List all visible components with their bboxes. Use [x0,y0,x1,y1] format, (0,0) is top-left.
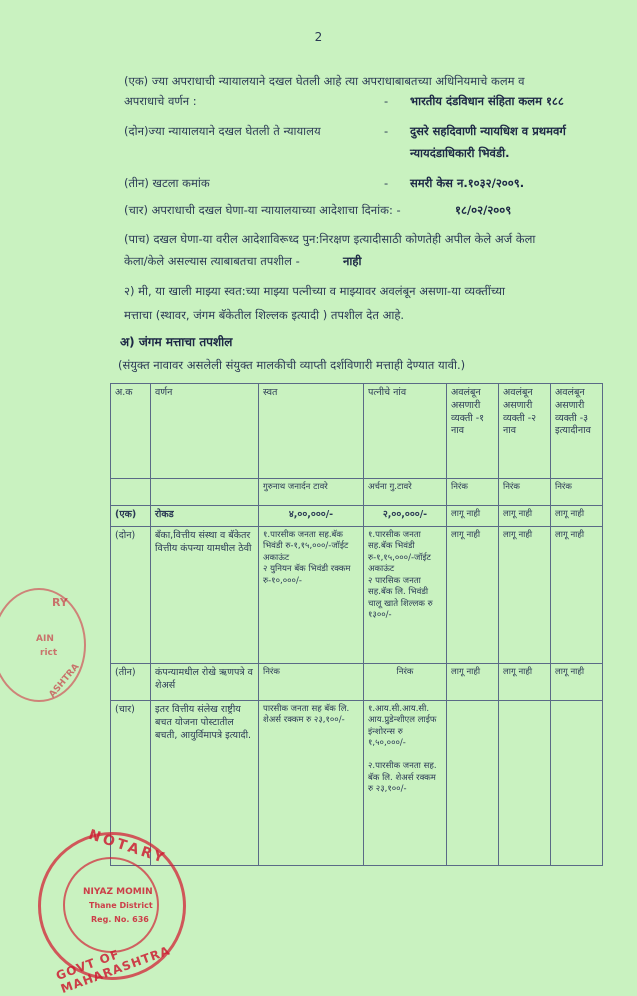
case-line-5b: केला/केले असल्यास त्याबाबतचा तपशील - [124,254,300,268]
table-cell: निरंक [259,664,364,701]
table-cell: निरंक [364,664,447,701]
table-subheader-row [111,479,603,506]
header-cell: स्वत [259,384,364,479]
seal-text: ASHTRA [47,662,82,700]
table-cell: (एक) [111,506,151,527]
table-cell: बॅंका,वित्तीय संस्था व बॅकेतर वित्तीय कंपन्या यामधील ठेवी [151,527,259,664]
case-line-5-value: नाही [343,254,362,268]
case-line-1a: (एक) ज्या अपराधाची न्यायालयाने दखल घेतली आहे त्या अपराधाबाबतच्या अधिनियमाचे कलम व [124,74,525,88]
table-cell: (तीन) [111,664,151,701]
case-line-4-value: १८/०२/२००९ [455,203,512,217]
header-cell: पत्नीचे नांव [364,384,447,479]
header-cell: वर्णन [151,384,259,479]
assets-table [110,383,603,866]
case-line-4: (चार) अपराधाची दखल घेणा-या न्यायालयाच्या आदेशाचा दिनांक: - [124,203,401,217]
case-line-5a: (पाच) दखल घेणा-या वरील आदेशाविरूध्द पुन:निरक्षण इत्यादीसाठी कोणतेही अपील केले अर्ज केला [124,232,536,246]
seal-text: rict [40,648,58,658]
notary-seal-reg: Reg. No. 636 [91,915,149,924]
section-heading: अ) जंगम मत्ताचा तपशील [120,335,233,349]
table-cell: १.पारसीक जनता सह.बॅक भिवंडी रु-१,१५,०००/-जॉईट अकाऊंट २ युनियन बॅक भिवंडी रक्कम रु-१०,०००/- [259,527,364,664]
header-cell: अवलंबून असणारी व्यक्ती -२ नाव [499,384,551,479]
case-line-1-value: भारतीय दंडविधान संहिता कलम १८८ [410,94,564,108]
table-cell: लागू नाही [551,506,603,527]
case-line-3-dash: - [384,176,389,190]
subheader-cell: निरंक [551,479,603,506]
table-row [111,701,603,866]
para-2b: मत्ताचा (स्थावर, जंगम बॅकेतील शिल्लक इत्यादी ) तपशील देत आहे. [124,308,405,322]
table-cell: लागू नाही [551,527,603,664]
subheader-cell: गुरुनाथ जनार्दन टावरे [259,479,364,506]
notary-seal [38,826,186,996]
table-cell: लागू नाही [499,506,551,527]
subheader-cell: अर्चना गु.टावरे [364,479,447,506]
table-cell: कंपन्यामधील रोखे ऋणपत्रे व शेअर्स [151,664,259,701]
table-cell: लागू नाही [551,664,603,701]
table-cell: ४,००,०००/- [259,506,364,527]
case-line-2-value-b: न्यायदंडाधिकारी भिवंडी. [410,146,510,160]
notary-seal-name: NIYAZ MOMIN [83,887,153,897]
table-cell [551,701,603,866]
header-cell: अवलंबून असणारी व्यक्ती -१ नाव [447,384,499,479]
header-cell: अ.क [111,384,151,479]
seal-stamp-partial [0,588,86,702]
table-cell: (दोन) [111,527,151,664]
table-cell: लागू नाही [499,527,551,664]
table-row [111,664,603,701]
table-cell [499,701,551,866]
seal-text: AIN [36,634,54,644]
subheader-cell: निरंक [499,479,551,506]
table-cell: लागू नाही [499,664,551,701]
table-header-row [111,384,603,479]
table-cell: १.आय.सी.आय.सी. आय.प्रुडेन्शीएल लाईफ इंन्शोरन्स रु १,५०,०००/- २.पारसीक जनता सह. बॅक लि. शेअर्स रक्कम रु २३,१००/- [364,701,447,866]
page-number: 2 [314,30,323,44]
subheader-cell [151,479,259,506]
table-row [111,506,603,527]
table-cell: रोकड [151,506,259,527]
table-cell: लागू नाही [447,527,499,664]
table-cell [447,701,499,866]
para-2a: २) मी, या खाली माझ्या स्वत:च्या माझ्या पत्नीच्या व माझ्यावर अवलंबून असणा-या व्यक्तींच्या [124,284,506,298]
case-line-1-dash: - [384,94,389,108]
table-cell: (चार) [111,701,151,866]
case-line-3: (तीन) खटला कमांक [124,176,210,190]
table-cell: २,००,०००/- [364,506,447,527]
case-line-1b: अपराधाचे वर्णन : [124,94,197,108]
notary-seal-district: Thane District [89,901,153,910]
notary-seal-bottom-text: GOVT OF MAHARASHTRA [54,943,173,996]
case-line-2-value-a: दुसरे सहदिवाणी न्यायधिश व प्रथमवर्ग [410,124,566,138]
table-cell: इतर वित्तीय संलेख राष्ट्रीय बचत योजना पोस्टातील बचती, आयुर्विमापत्रे इत्यादी. [151,701,259,866]
table-cell: लागू नाही [447,506,499,527]
table-cell: लागू नाही [447,664,499,701]
table-row [111,527,603,664]
table-cell: पारसीक जनता सह बॅक लि. शेअर्स रक्कम रु २३,१००/- [259,701,364,866]
notary-seal-top-text: NOTARY [86,826,169,868]
header-cell: अवलंबून असणारी व्यक्ती -३ इत्यादीनाव [551,384,603,479]
subheader-cell [111,479,151,506]
subheader-cell: निरंक [447,479,499,506]
case-line-2: (दोन)ज्या न्यायालयाने दखल घेतली ते न्यायालय [124,124,321,138]
case-line-3-value: समरी केस न.१०३२/२००९. [410,176,525,190]
seal-text: RY [52,596,68,609]
section-note: (संयुक्त नावावर असलेली संयुक्त मालकीची व्याप्ती दर्शविणारी मत्ताही देण्यात यावी.) [118,358,466,372]
table-cell: १.पारसीक जनता सह.बॅक भिवंडी रु-१,१५,०००/-जॉईट अकाऊंट २ पारसिक जनता सह.बॅक लि. भिवंडी चालू खाते शिल्लक रु १३००/- [364,527,447,664]
case-line-2-dash: - [384,124,389,138]
